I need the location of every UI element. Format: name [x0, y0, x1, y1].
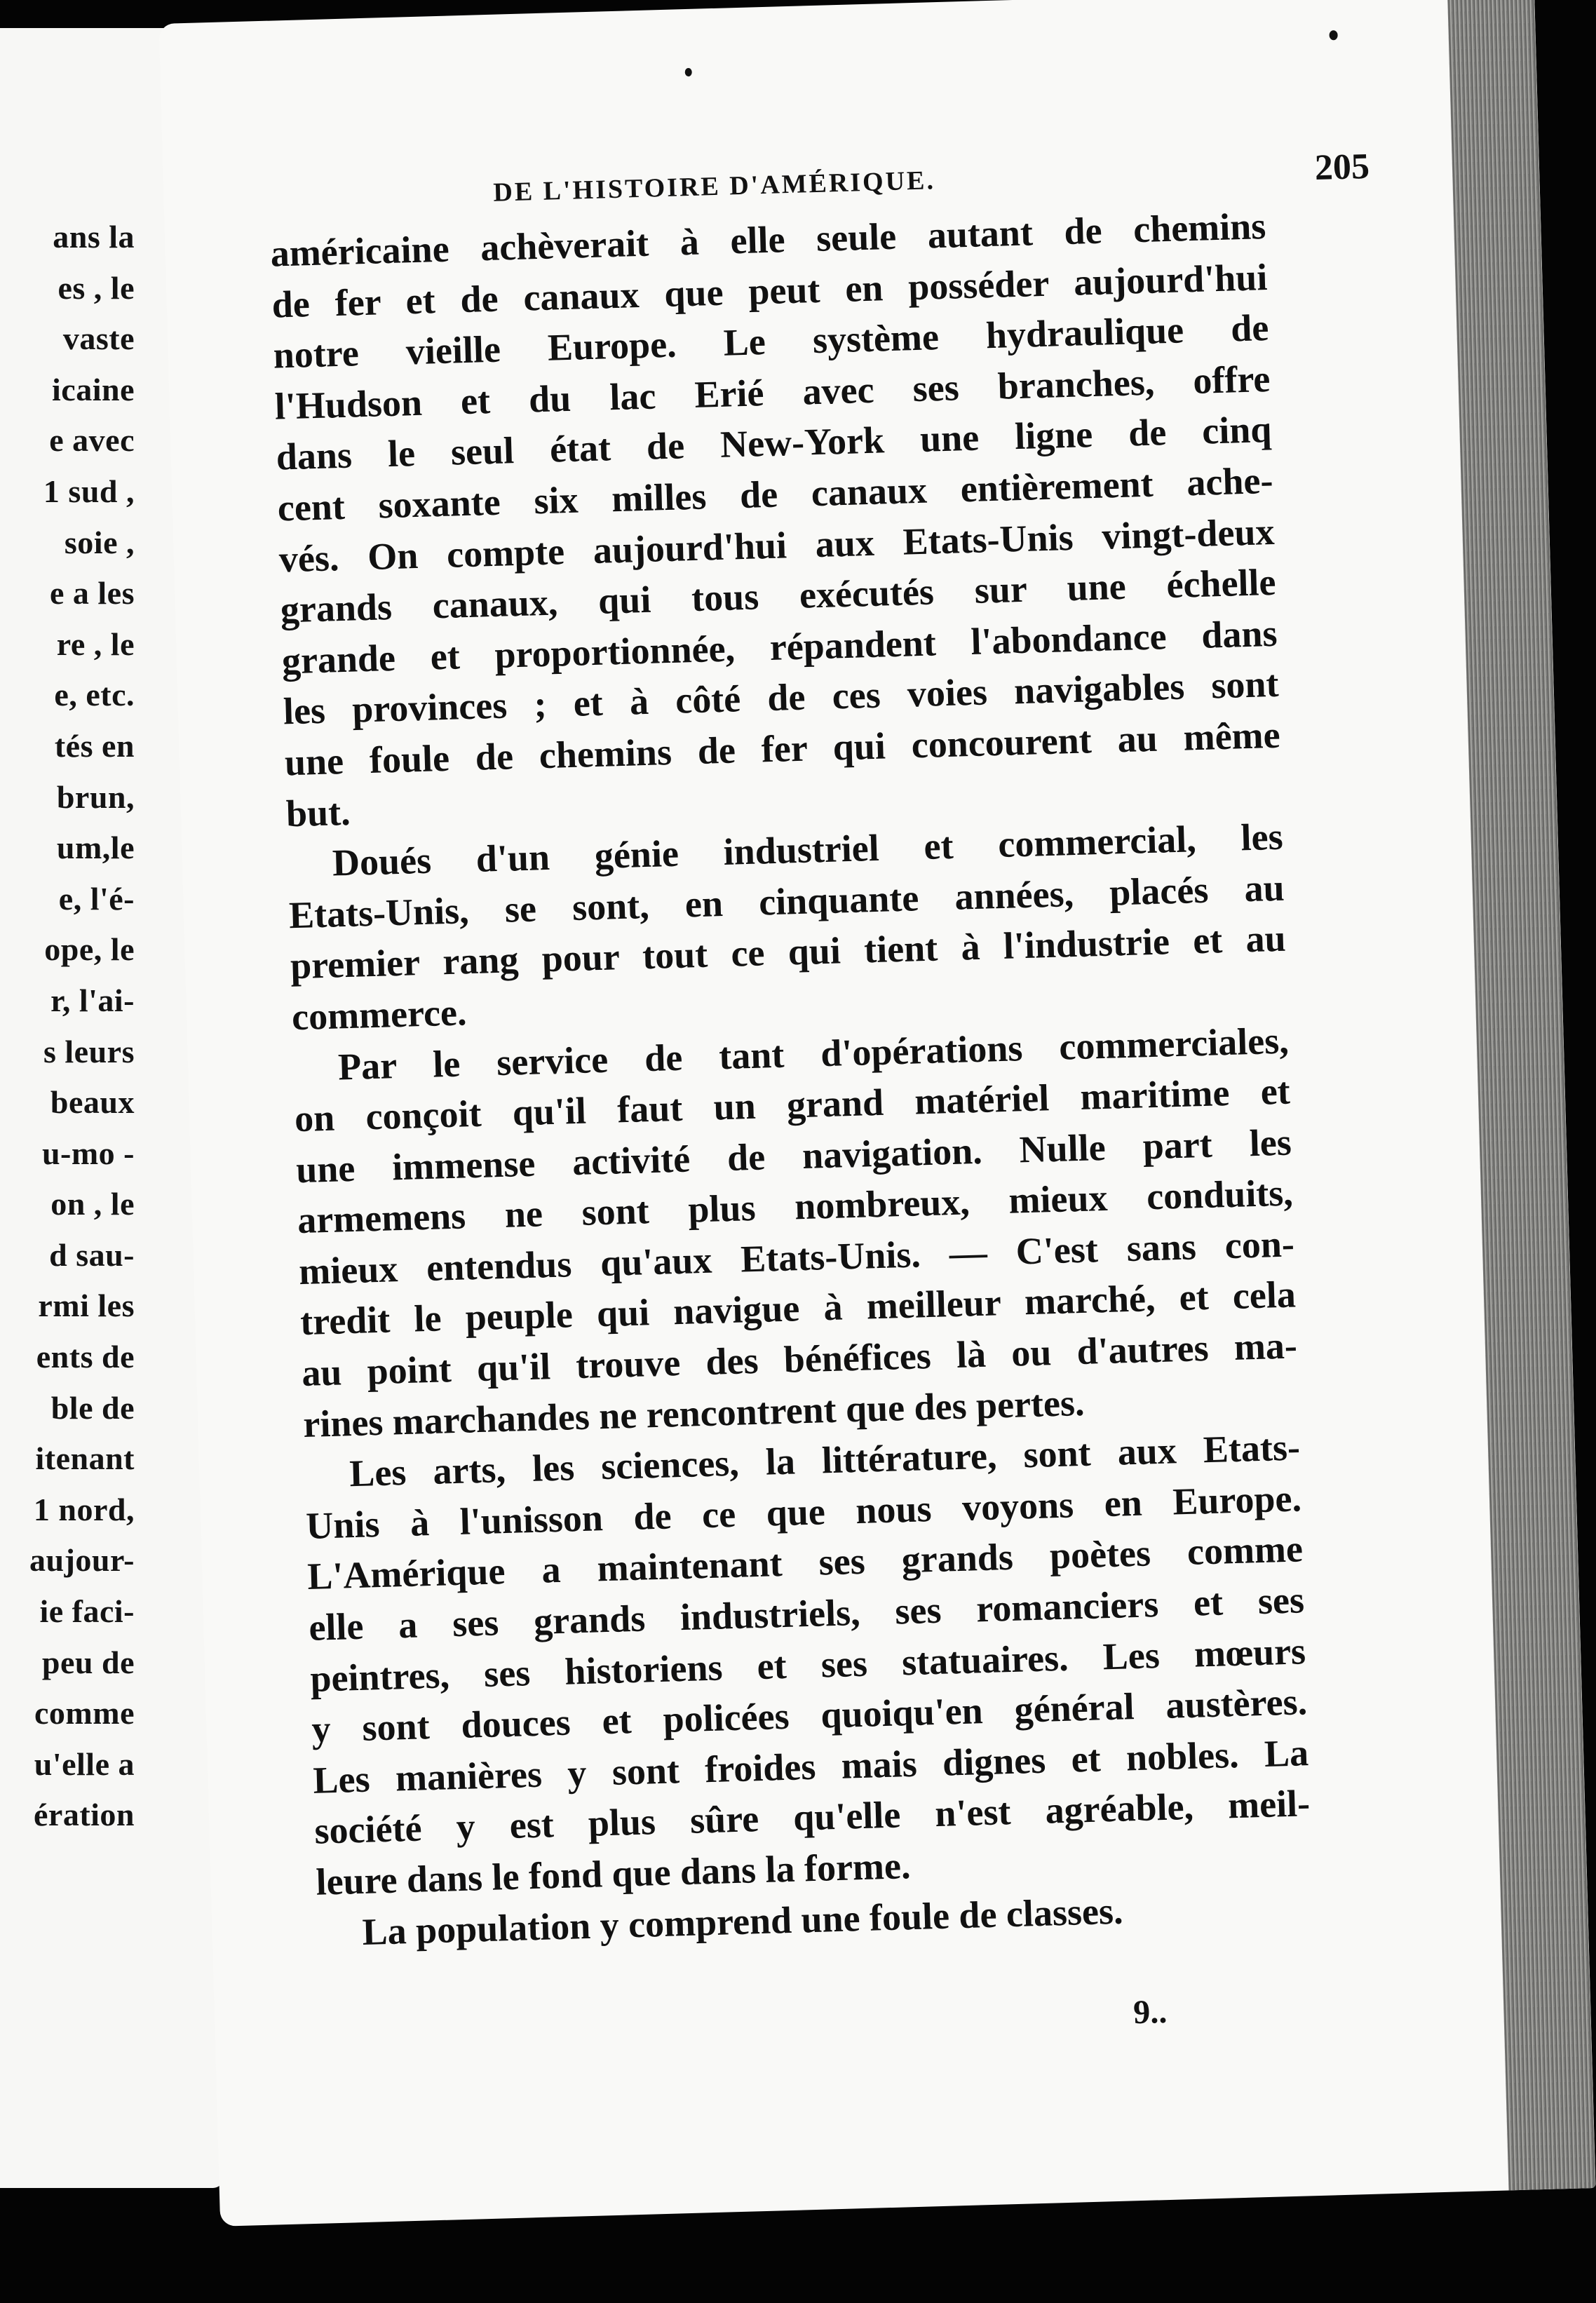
body-line: mieux entendus qu'aux Etats-Unis. — C'est sans con- [298, 1222, 1295, 1292]
signature-mark: 9.. [1132, 1992, 1168, 2032]
previous-page-line: r, l'ai- [50, 982, 135, 1018]
body-line: au point qu'il trouve des bénéfices là ou d'autres ma- [301, 1324, 1298, 1395]
body-line: but. [285, 790, 351, 835]
body-line: grands canaux, qui tous exécutés sur une échelle [280, 561, 1277, 631]
body-line: dans le seul état de New-York une ligne de cinq [275, 408, 1273, 478]
body-line: une foule de chemins de fer qui concourent au même [284, 713, 1281, 784]
body-line: l'Hudson et du lac Erié avec ses branches, offre [273, 357, 1271, 428]
previous-page-line: e avec [49, 422, 135, 459]
body-line: Les arts, les sciences, la littérature, sont aux Etats- [349, 1426, 1301, 1495]
body-line: tredit le peuple qui navigue à meilleur marché, et cela [299, 1273, 1297, 1344]
body-line: premier rang pour tout ce qui tient à l'industrie et au [290, 917, 1287, 987]
previous-page-line: e a les [49, 575, 135, 612]
previous-page-line: u'elle a [34, 1745, 135, 1782]
previous-page-line: u-mo - [41, 1135, 135, 1171]
body-line: société y est plus sûre qu'elle n'est agréable, meil- [313, 1782, 1311, 1853]
previous-page-line: aujour- [29, 1542, 135, 1579]
body-line: commerce. [291, 991, 468, 1039]
body-line: américaine achèverait à elle seule autant de chemins [269, 205, 1267, 275]
previous-page-line: soie , [64, 524, 135, 560]
current-page [159, 0, 1596, 2227]
body-line: armemens ne sont plus nombreux, mieux conduits, [297, 1171, 1294, 1242]
previous-page-line: ans la [53, 219, 135, 255]
body-line: notre vieille Europe. Le système hydraulique de [272, 306, 1270, 377]
previous-page-line: s leurs [43, 1033, 135, 1069]
body-line: Etats-Unis, se sont, en cinquante années, placés au [288, 866, 1285, 937]
body-line: Unis à l'unisson de ce que nous voyons en Europe. [305, 1477, 1302, 1547]
previous-page-line: 1 sud , [43, 473, 135, 509]
previous-page-line: ble de [50, 1389, 135, 1426]
previous-page-line: ération [33, 1797, 135, 1833]
previous-page-line: ope, le [44, 931, 135, 968]
body-line: Les manières y sont froides mais dignes et nobles. La [312, 1731, 1309, 1802]
previous-page-line: brun, [56, 778, 135, 815]
previous-page-line: vaste [62, 320, 135, 357]
body-line: rines marchandes ne rencontrent que des pertes. [302, 1381, 1086, 1445]
previous-page-line: e, etc. [54, 677, 135, 713]
previous-page-line: e, l'é- [58, 880, 135, 917]
page-edge-stack [1447, 0, 1596, 2190]
previous-page-line: ents de [36, 1339, 135, 1375]
page-number: 205 [1314, 146, 1370, 189]
previous-page-line: ie faci- [39, 1593, 135, 1630]
body-line: vés. On compte aujourd'hui aux Etats-Unis vingt-deux [278, 510, 1276, 581]
previous-page-line: es , le [58, 269, 135, 306]
previous-page-text [0, 212, 140, 1841]
body-text [270, 201, 1313, 1959]
previous-page-line: beaux [50, 1084, 135, 1121]
body-line: leure dans le fond que dans la forme. [315, 1844, 912, 1903]
previous-page-line: um,le [56, 830, 135, 866]
previous-page-line: itenant [35, 1440, 135, 1477]
body-line: L'Amérique a maintenant ses grands poètes comme [306, 1527, 1304, 1598]
running-head-title: DE L'HISTOIRE D'AMÉRIQUE. [492, 166, 936, 208]
body-line: Par le service de tant d'opérations commerciales, [337, 1019, 1290, 1088]
ink-speck [1329, 30, 1337, 40]
body-line: peintres, ses historiens et ses statuaires. Les mœurs [309, 1629, 1306, 1700]
body-line: Doués d'un génie industriel et commercial, les [332, 815, 1284, 884]
previous-page-line: on , le [50, 1186, 135, 1222]
body-line: les provinces ; et à côté de ces voies navigables sont [283, 663, 1280, 733]
previous-page-line: peu de [41, 1644, 135, 1680]
previous-page-line: d sau- [49, 1236, 135, 1273]
body-line: une immense activité de navigation. Nulle part les [295, 1121, 1292, 1191]
previous-page-line: rmi les [38, 1288, 135, 1324]
previous-page-line: re , le [56, 626, 135, 662]
body-line: elle a ses grands industriels, ses romanciers et ses [308, 1579, 1305, 1649]
body-line: grande et proportionnée, répandent l'abondance dans [281, 612, 1278, 682]
body-line: y sont douces et policées quoiqu'en général austères. [311, 1680, 1308, 1751]
body-line: de fer et de canaux que peut en posséder aujourd'hui [271, 255, 1269, 326]
previous-page-line: 1 nord, [33, 1491, 135, 1527]
ink-speck [685, 68, 692, 76]
previous-page-line: comme [34, 1695, 135, 1731]
body-line: La population y comprend une foule de classes. [361, 1889, 1124, 1953]
body-line: cent soxante six milles de canaux entièrement ache- [277, 459, 1274, 529]
body-line: on conçoit qu'il faut un grand matériel maritime et [294, 1069, 1291, 1140]
previous-page-line: icaine [52, 371, 135, 407]
previous-page-line: tés en [54, 727, 135, 764]
